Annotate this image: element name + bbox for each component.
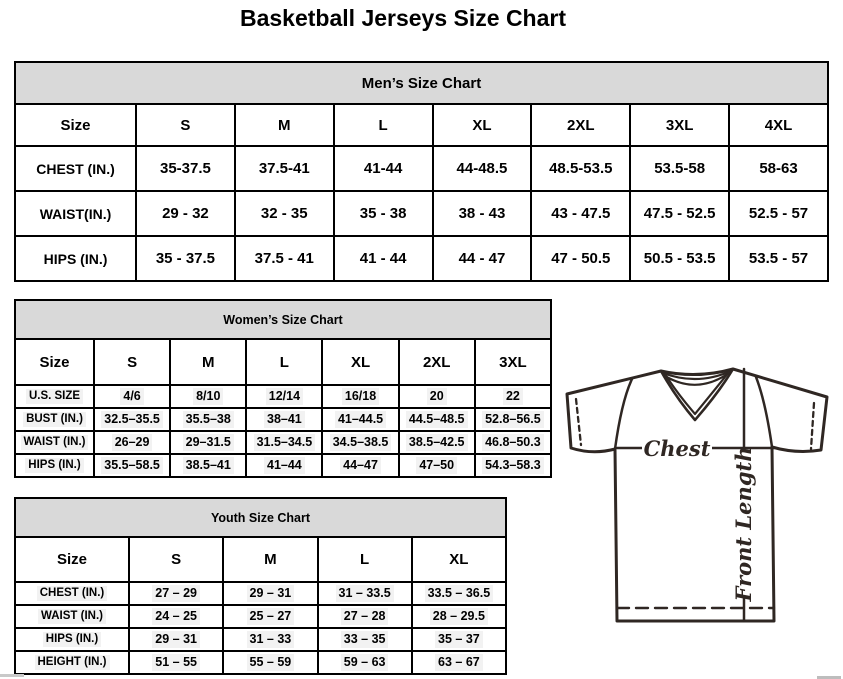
table-row [15,385,551,408]
col-header: XL [433,104,532,146]
size-value: 47.5 - 52.5 [630,191,729,236]
size-value: 52.5 - 57 [729,191,828,236]
size-value: 48.5-53.5 [531,146,630,191]
size-value: 38.5–41 [170,454,246,477]
col-header: XL [412,537,506,582]
size-value: 32.5–35.5 [94,408,170,431]
col-header: 4XL [729,104,828,146]
size-value: 47 - 50.5 [531,236,630,281]
row-label: WAIST (IN.) [15,605,129,628]
size-value: 52.8–56.5 [475,408,551,431]
row-label: HIPS (IN.) [15,236,136,281]
size-corner-label: Size [15,104,136,146]
size-value: 29 – 31 [223,582,317,605]
table-row [15,408,551,431]
size-value: 55 – 59 [223,651,317,674]
size-value: 53.5-58 [630,146,729,191]
womens-size-table [14,299,552,478]
size-value: 35.5–38 [170,408,246,431]
row-label: HEIGHT (IN.) [15,651,129,674]
table-row [15,191,828,236]
size-value: 31 – 33 [223,628,317,651]
size-value: 53.5 - 57 [729,236,828,281]
size-value: 32 - 35 [235,191,334,236]
size-value: 54.3–58.3 [475,454,551,477]
table-row [15,104,828,146]
size-value: 41–44 [246,454,322,477]
row-label: CHEST (IN.) [15,146,136,191]
size-value: 59 – 63 [318,651,412,674]
table-row [15,605,506,628]
scrollbar-fragment-left[interactable] [0,674,24,677]
size-value: 44 - 47 [433,236,532,281]
mens-table-caption: Men’s Size Chart [15,62,828,104]
col-header: S [136,104,235,146]
page-title: Basketball Jerseys Size Chart [239,5,567,31]
size-value: 31 – 33.5 [318,582,412,605]
size-value: 46.8–50.3 [475,431,551,454]
table-row [15,582,506,605]
col-header: 2XL [531,104,630,146]
size-value: 29 – 31 [129,628,223,651]
size-value: 28 – 29.5 [412,605,506,628]
size-value: 50.5 - 53.5 [630,236,729,281]
size-value: 44-48.5 [433,146,532,191]
size-value: 8/10 [170,385,246,408]
size-value: 38–41 [246,408,322,431]
col-header: L [334,104,433,146]
size-value: 38.5–42.5 [399,431,475,454]
size-value: 41–44.5 [322,408,398,431]
size-value: 63 – 67 [412,651,506,674]
row-label: WAIST(IN.) [15,191,136,236]
youth-size-table [14,497,507,675]
col-header: 2XL [399,339,475,385]
col-header: 3XL [475,339,551,385]
col-header: XL [322,339,398,385]
col-header: S [129,537,223,582]
size-value: 12/14 [246,385,322,408]
size-value: 35 - 37.5 [136,236,235,281]
row-label: WAIST (IN.) [15,431,94,454]
size-value: 27 – 28 [318,605,412,628]
col-header: L [318,537,412,582]
table-row [15,300,551,339]
youth-table-caption: Youth Size Chart [15,498,506,537]
size-value: 4/6 [94,385,170,408]
table-row [15,236,828,281]
size-value: 41 - 44 [334,236,433,281]
table-row [15,431,551,454]
col-header: M [170,339,246,385]
size-value: 24 – 25 [129,605,223,628]
size-value: 37.5-41 [235,146,334,191]
size-corner-label: Size [15,537,129,582]
size-value: 41-44 [334,146,433,191]
row-label: BUST (IN.) [15,408,94,431]
size-value: 38 - 43 [433,191,532,236]
size-value: 58-63 [729,146,828,191]
size-value: 35-37.5 [136,146,235,191]
size-value: 29 - 32 [136,191,235,236]
size-value: 35 – 37 [412,628,506,651]
table-row [15,628,506,651]
size-value: 51 – 55 [129,651,223,674]
size-value: 44.5–48.5 [399,408,475,431]
table-row [15,62,828,104]
size-value: 22 [475,385,551,408]
table-row [15,498,506,537]
table-row [15,537,506,582]
col-header: M [223,537,317,582]
size-value: 29–31.5 [170,431,246,454]
jersey-outline [567,369,827,621]
womens-table-caption: Women’s Size Chart [15,300,551,339]
table-row [15,146,828,191]
size-value: 25 – 27 [223,605,317,628]
size-value: 33 – 35 [318,628,412,651]
size-value: 33.5 – 36.5 [412,582,506,605]
size-value: 43 - 47.5 [531,191,630,236]
size-corner-label: Size [15,339,94,385]
size-value: 16/18 [322,385,398,408]
row-label: HIPS (IN.) [15,628,129,651]
table-row [15,454,551,477]
size-value: 34.5–38.5 [322,431,398,454]
mens-size-table [14,61,829,282]
size-value: 26–29 [94,431,170,454]
size-value: 44–47 [322,454,398,477]
size-value: 47–50 [399,454,475,477]
front-length-label: Front Length [731,446,756,602]
size-value: 37.5 - 41 [235,236,334,281]
size-value: 31.5–34.5 [246,431,322,454]
chest-label: Chest [643,436,711,461]
size-value: 20 [399,385,475,408]
table-row [15,339,551,385]
size-value: 27 – 29 [129,582,223,605]
jersey-measurement-diagram [553,352,843,624]
size-value: 35.5–58.5 [94,454,170,477]
table-row [15,651,506,674]
col-header: L [246,339,322,385]
size-value: 35 - 38 [334,191,433,236]
row-label: CHEST (IN.) [15,582,129,605]
col-header: 3XL [630,104,729,146]
row-label: HIPS (IN.) [15,454,94,477]
row-label: U.S. SIZE [15,385,94,408]
col-header: M [235,104,334,146]
col-header: S [94,339,170,385]
